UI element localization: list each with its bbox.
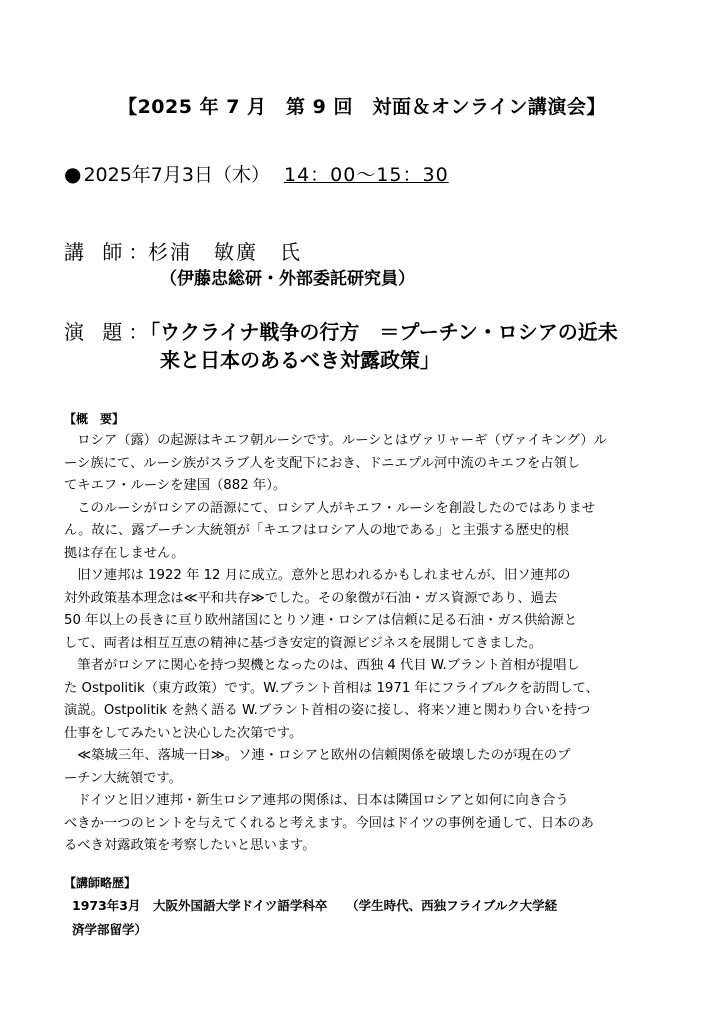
overview-line: べきか一つのヒントを与えてくれると考えます。今回はドイツの事例を通して、日本のあ	[64, 815, 594, 831]
overview-line: 筆者がロシアに関心を持つ契機となったのは、西独 4 代目 W.ブラント首相が提唱し	[64, 658, 580, 673]
lecturer-row	[64, 236, 302, 265]
topic-label: 演 題：	[64, 320, 155, 344]
overview-line: るべき対露政策を考察したいと思います。	[64, 838, 316, 853]
lecturer-label: 講 師：	[64, 240, 155, 264]
event-title: 【2025 年 7 月 第 9 回 対面＆オンライン講演会】	[118, 96, 606, 118]
lecturer-affiliation: （伊藤忠総研・外部委託研究員）	[160, 269, 415, 289]
overview-line: 旧ソ連邦は 1922 年 12 月に成立。意外と思われるかもしれませんが、旧ソ連邦の	[64, 568, 571, 583]
overview-line: ドイツと旧ソ連邦・新生ロシア連邦の関係は、日本は隣国ロシアと如何に向き合う	[64, 793, 569, 808]
overview-line: ロシア（露）の起源はキエフ朝ルーシです。ルーシとはヴァリャーギ（ヴァイキング）ル	[64, 433, 607, 448]
career-heading: 【講師略歴】	[64, 876, 137, 890]
overview-line: ん。故に、露プーチン大統領が「キエフはロシア人の地である」と主張する歴史的根	[64, 523, 570, 538]
overview-line: 対外政策基本理念は≪平和共存≫でした。その象徴が石油・ガス資源であり、過去	[64, 590, 558, 606]
lecturer-name: 杉浦 敏廣 氏	[148, 240, 302, 264]
overview-line: 拠は存在しません。	[64, 545, 185, 561]
bullet-icon: ●	[64, 162, 82, 186]
event-datetime	[64, 160, 449, 187]
overview-body	[64, 430, 664, 858]
overview-line: して、両者は相互互恵の精神に基づき安定的資源ビジネスを展開してきました。	[64, 635, 543, 651]
career-line-1: 1973年3月 大阪外国語大学ドイツ語学科卒 （学生時代、西独フライブルク大学経	[72, 898, 558, 913]
overview-line: ≪築城三年、落城一日≫。ソ連・ロシアと欧州の信頼関係を破壊したのが現在のプ	[64, 748, 571, 763]
overview-line: このルーシがロシアの語源にて、ロシア人がキエフ・ルーシを創設したのではありませ	[64, 500, 596, 516]
topic-line-1: 「ウクライナ戦争の行方 ＝プーチン・ロシアの近未	[140, 320, 618, 344]
overview-line: てキエフ・ルーシを建国（882 年）。	[64, 478, 287, 493]
overview-line: 仕事をしてみたいと決心した次第です。	[64, 725, 303, 741]
overview-line: 50 年以上の長きに亘り欧州諸国にとりソ連・ロシアは信頼に足る石油・ガス供給源と	[64, 613, 578, 628]
overview-line: た Ostpolitik（東方政策）です。W.ブラント首相は 1971 年にフライブルクを訪問して、	[64, 680, 599, 696]
event-time: 14：00〜15：30	[283, 164, 449, 186]
overview-heading: 【概 要】	[64, 412, 125, 426]
event-date: 2025年7月3日（木）	[83, 164, 270, 186]
overview-line: ーチン大統領です。	[64, 770, 182, 786]
career-line-2: 済学部留学）	[72, 922, 148, 937]
topic-line-2: 来と日本のあるべき対露政策」	[160, 348, 440, 372]
overview-line: ーシ族にて、ルーシ族がスラブ人を支配下におき、ドニエプル河中流のキエフを占領し	[64, 455, 581, 471]
overview-line: 演説。Ostpolitik を熱く語る W.ブラント首相の姿に接し、将来ソ連と関わり合いを持つ	[64, 703, 591, 718]
